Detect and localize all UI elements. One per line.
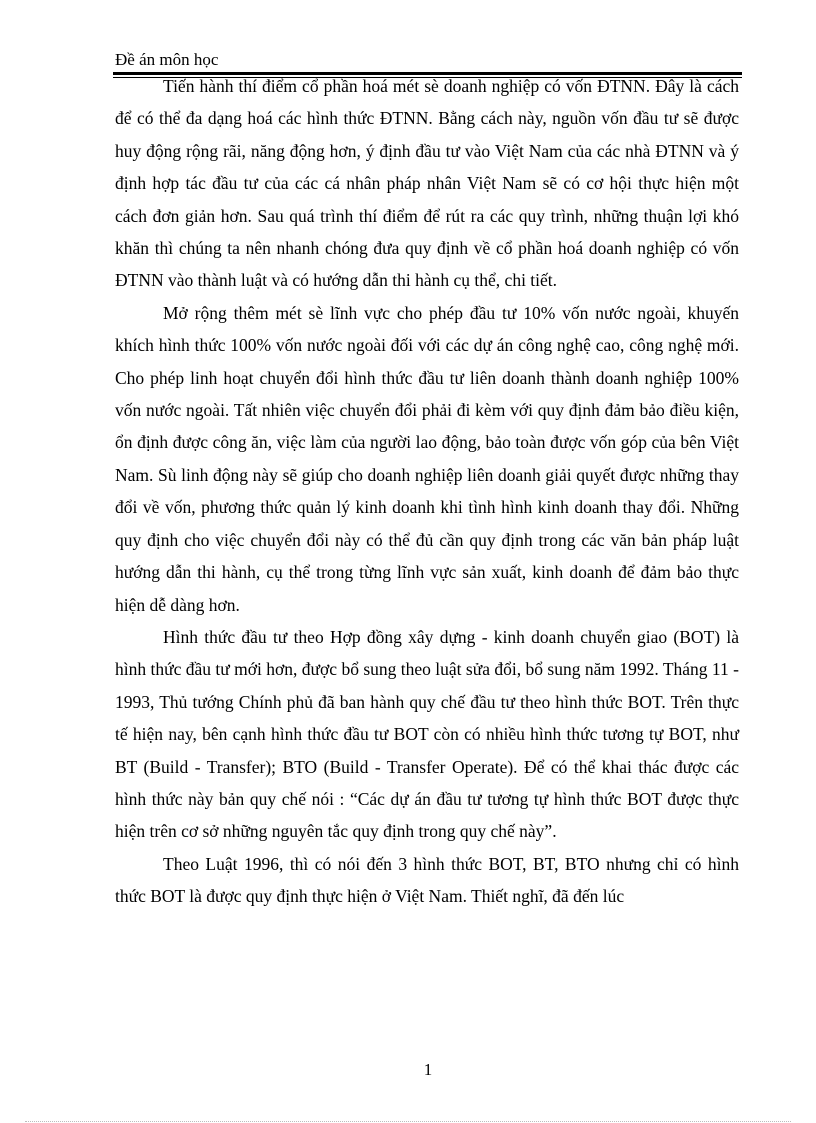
paragraph: Theo Luật 1996, thì có nói đến 3 hình thức BOT, BT, BTO nhưng chỉ có hình thức BOT là được quy định thực hiện ở Việt Nam. Thiết nghĩ, đã đến lúc — [115, 853, 739, 907]
footer-divider — [25, 1121, 791, 1122]
document-body — [115, 70, 739, 913]
page-number: 1 — [423, 1060, 433, 1079]
paragraph: Mở rộng thêm mét sè lĩnh vực cho phép đầu tư 10% vốn nước ngoài, khuyến khích hình thức 100% vốn nước ngoài đối với các dự án công nghệ cao, công nghệ mới. Cho phép linh hoạt chuyển đổi hình thức đầu tư liên doanh thành doanh nghiệp 100% vốn nước ngoài. Tất nhiên việc chuyển đổi phải đi kèm với quy định đảm bảo điều kiện, ổn định được công ăn, việc làm của người lao động, bảo toàn được vốn góp của bên Việt Nam. Sù linh động này sẽ giúp cho doanh nghiệp liên doanh giải quyết được những thay đổi về vốn, phương thức quản lý kinh doanh khi tình hình kinh doanh thay đổi. Những quy định cho việc chuyển đổi này có thể đủ cần quy định trong các văn bản pháp luật hướng dẫn thi hành, cụ thể trong từng lĩnh vực sản xuất, kinh doanh để đảm bảo thực hiện dễ dàng hơn. — [115, 302, 739, 615]
paragraph: Hình thức đầu tư theo Hợp đồng xây dựng - kinh doanh chuyển giao (BOT) là hình thức đầu tư mới hơn, được bổ sung theo luật sửa đổi, bổ sung năm 1992. Tháng 11 - 1993, Thủ tướng Chính phủ đã ban hành quy chế đầu tư theo hình thức BOT. Trên thực tế hiện nay, bên cạnh hình thức đầu tư BOT còn có nhiều hình thức tương tự BOT, như BT (Build - Transfer); BTO (Build - Transfer Operate). Để có thể khai thác được các hình thức này bản quy chế nói : “Các dự án đầu tư tương tự hình thức BOT được thực hiện trên cơ sở những nguyên tắc quy định trong quy chế này”. — [115, 626, 739, 842]
paragraph: Tiến hành thí điểm cổ phần hoá mét sè doanh nghiệp có vốn ĐTNN. Đây là cách để có thể đa dạng hoá các hình thức ĐTNN. Bằng cách này, nguồn vốn đầu tư sẽ được huy động rộng rãi, năng động hơn, ý định đầu tư vào Việt Nam của các nhà ĐTNN và ý định hợp tác đầu tư của các cá nhân pháp nhân Việt Nam sẽ có cơ hội thực hiện một cách đơn giản hơn. Sau quá trình thí điểm để rút ra các quy trình, những thuận lợi khó khăn thì chúng ta nên nhanh chóng đưa quy định về cổ phần hoá doanh nghiệp có vốn ĐTNN vào thành luật và có hướng dẫn thi hành cụ thể, chi tiết. — [115, 76, 739, 291]
page-header: Đề án môn học — [115, 50, 219, 69]
